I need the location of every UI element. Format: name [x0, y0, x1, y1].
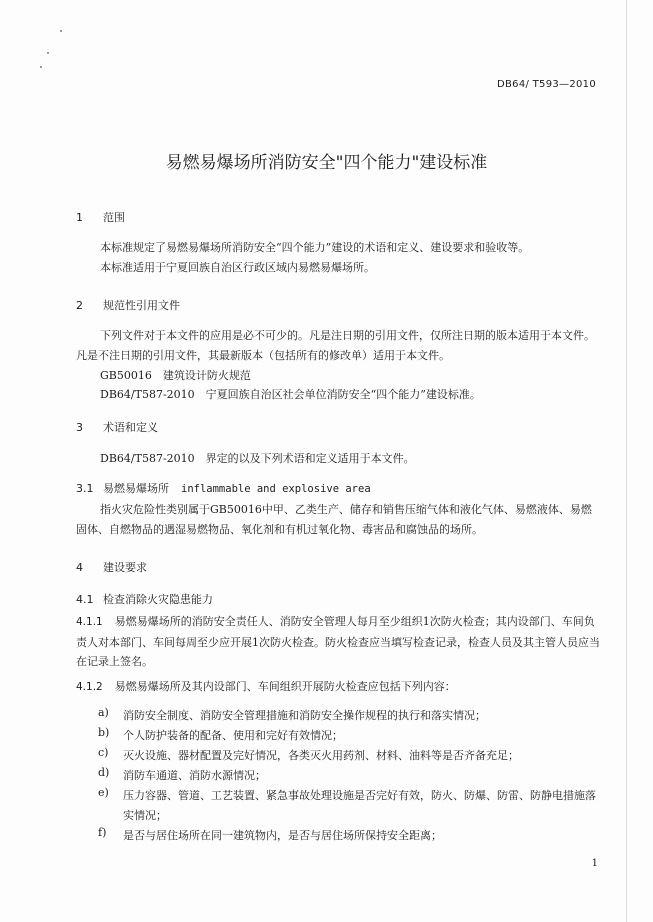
reference-item: DB64/T587-2010 宁夏回族自治区社会单位消防安全“四个能力”建设标准。 [100, 388, 481, 401]
clause-text: 易燃易爆场所的消防安全责任人、消防安全管理人每月至少组织1次防火检查；其内设部门、车间负责人对本部门、车间每周至少应开展1次防火检查。防火检查应当填写检查记录，检查人员及其主管人员应当在记录上签名。 [76, 615, 600, 668]
subsection-title: 检查消除火灾隐患能力 [103, 593, 213, 606]
section-title: 建设要求 [103, 561, 147, 574]
page-edge-line [626, 0, 627, 922]
subsection-heading [76, 591, 213, 607]
list-text: 灭火设施、器材配置及完好情况，各类灭火用药剂、材料、油料等是否齐备充足； [123, 749, 519, 762]
reference-item: GB50016 建筑设计防火规范 [100, 369, 251, 382]
section-title: 范围 [103, 211, 125, 224]
term-number: 3.1 [76, 482, 94, 495]
list-item [98, 826, 603, 846]
list-text: 个人防护装备的配备、使用和完好有效情况； [123, 729, 343, 742]
list-text: 是否与居住场所在同一建筑物内，是否与居住场所保持安全距离； [123, 829, 442, 842]
subsection-number: 4.1 [76, 593, 94, 606]
list-text: 消防安全制度、消防安全管理措施和消防安全操作规程的执行和落实情况； [123, 709, 486, 722]
paragraph: 本标准适用于宁夏回族自治区行政区域内易燃易爆场所。 [100, 261, 375, 274]
document-number: DB64/ T593—2010 [497, 79, 596, 90]
paragraph: 本标准规定了易燃易爆场所消防安全“四个能力”建设的术语和定义、建设要求和验收等。 [100, 241, 530, 254]
section-number: 4 [76, 561, 83, 574]
list-item [98, 706, 603, 726]
list-label: f) [98, 826, 107, 839]
clause-4-1-1 [76, 612, 600, 672]
section-number: 1 [76, 211, 83, 224]
page-title: 易燃易爆场所消防安全"四个能力"建设标准 [165, 153, 488, 173]
list-label: e) [98, 786, 109, 799]
scan-speck [40, 66, 42, 68]
list-label: c) [98, 746, 109, 759]
clause-number: 4.1.2 [76, 681, 103, 693]
list-item [98, 786, 603, 826]
section-number: 3 [76, 421, 83, 434]
clause-text: 易燃易爆场所及其内设部门、车间组织开展防火检查应包括下列内容： [114, 680, 456, 693]
list-text: 压力容器、管道、工艺装置、紧急事故处理设施是否完好有效，防火、防爆、防雷、防静电措施落实情况； [123, 789, 596, 822]
scan-speck [60, 30, 62, 32]
term-definition: 指火灾危险性类别属于GB50016中甲、乙类生产、储存和销售压缩气体和液化气体、易燃液体、易燃固体、自燃物品的遇湿易燃物品、氧化剂和有机过氧化物、毒害品和腐蚀品的场所。 [76, 503, 592, 536]
section-1-heading [76, 209, 125, 225]
section-number: 2 [76, 299, 83, 312]
paragraph: 下列文件对于本文件的应用是必不可少的。凡是注日期的引用文件，仅所注日期的版本适用于本文件。凡是不注日期的引用文件，其最新版本（包括所有的修改单）适用于本文件。 [76, 329, 595, 362]
list-item [98, 766, 603, 786]
term-chinese: 易燃易爆场所 [103, 482, 169, 495]
clause-4-1-2 [76, 677, 456, 698]
paragraph: DB64/T587-2010 界定的以及下列术语和定义适用于本文件。 [100, 452, 415, 465]
term-heading [76, 480, 371, 496]
list-label: d) [98, 766, 110, 779]
section-4-heading [76, 559, 147, 575]
section-title: 规范性引用文件 [103, 299, 180, 312]
list-item [98, 726, 603, 746]
term-english: inflammable and explosive area [181, 483, 371, 495]
page-number: 1 [591, 858, 598, 869]
section-title: 术语和定义 [103, 421, 158, 434]
section-3-heading [76, 419, 158, 435]
list-item [98, 746, 603, 766]
list-text: 消防车通道、消防水源情况； [123, 769, 266, 782]
scan-speck [47, 52, 49, 54]
clause-number: 4.1.1 [76, 616, 103, 628]
list-label: b) [98, 726, 110, 739]
list-label: a) [98, 706, 109, 719]
section-2-heading [76, 297, 180, 313]
